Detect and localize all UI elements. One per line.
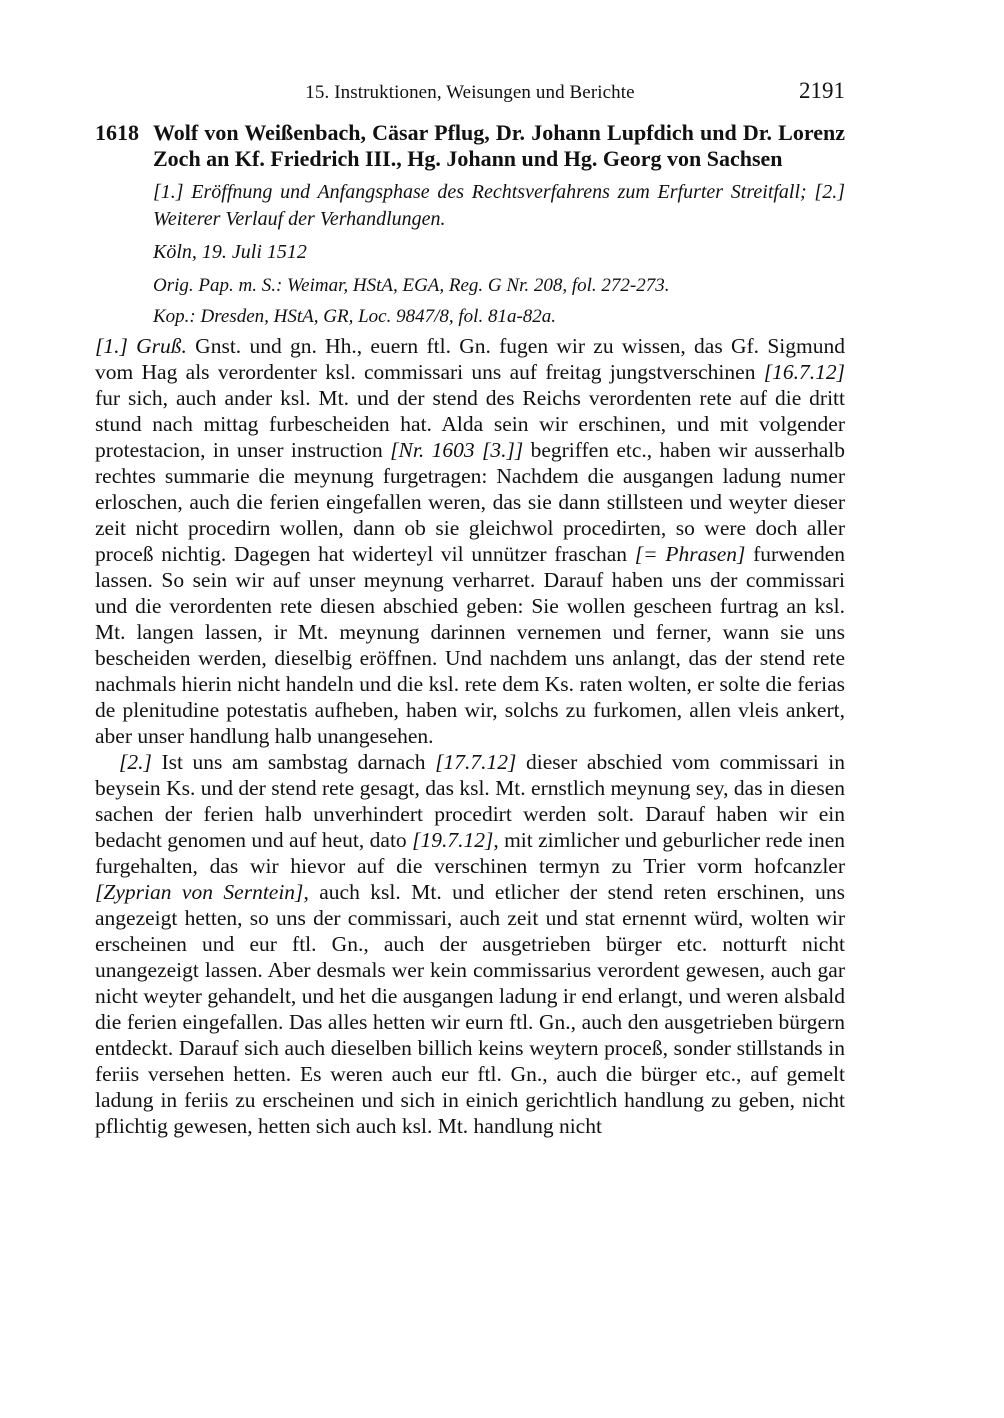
section-marker: [1.] Gruß. — [95, 334, 187, 358]
text-run: Gnst. und gn. Hh., euern ftl. Gn. fugen wir zu wissen, das Gf. Sigmund vom Hag als verordenter ksl. commissari uns auf freitag jungstverschinen — [95, 334, 845, 384]
source-copy: Kop.: Dresden, HStA, GR, Loc. 9847/8, fol. 81a-82a. — [153, 306, 557, 327]
document-title: Wolf von Weißenbach, Cäsar Pflug, Dr. Johann Lupfdich und Dr. Lorenz Zoch an Kf. Friedrich III., Hg. Johann und Hg. Georg von Sachsen — [153, 120, 845, 171]
section-marker: [2.] — [119, 750, 152, 774]
running-head-title: 15. Instruktionen, Weisungen und Berichte — [305, 82, 635, 103]
page-number: 2191 — [799, 78, 845, 103]
text-run: dieser abschied vom commissari in beysein Ks. und der stend rete gesagt, das ksl. Mt. ernstlich meynung sey, das in diesen sachen der ferien halb unverhindert procedirt werden solt. Darauf haben wir ein bedacht genomen und auf heut, dato — [95, 750, 846, 852]
text-run: , auch ksl. Mt. und etlicher der stend reten erschinen, uns angezeigt hetten, so uns der commissari, auch zeit und stat ernennt würd, wolten wir erscheinen und eur ftl. Gn., auch der ausgetrieben bürger etc. notturft nicht unangezeigt lassen. Aber desmals wer kein commissarius verordent gewesen, auch gar nicht weyter gehandelt, und het die ausgangen ladung ir end erlangt, und weren alsbald die ferien eingefallen. Das alles hetten wir eurn ftl. Gn., auch den ausgetrieben bürgern entdeckt. Darauf sich auch dieselben billich keins weytern proceß, sonder stillstands in feriis versehen hetten. Es weren auch eur ftl. Gn., auch die bürger etc., auf gemelt ladung in feriis zu erscheinen und sich in einich gerichtlich handlung zu geben, nicht pflichtig gewesen, hetten sich auch ksl. Mt. handlung nicht — [95, 880, 845, 1138]
text-run: fur sich, auch ander ksl. Mt. und der stend des Reichs verordenten rete auf die dritt stund nach mittag furbescheiden hat. Alda sein wir erschinen, und mit volgender protestacion, in unser instruction — [95, 386, 845, 462]
editorial-name: [Zyprian von Serntein] — [95, 880, 304, 904]
editorial-reference: [Nr. 1603 [3.]] — [390, 438, 524, 462]
editorial-date: [17.7.12] — [435, 750, 517, 774]
paragraph-2 — [95, 749, 845, 1139]
paragraph-1 — [95, 333, 845, 749]
document-body — [95, 333, 845, 1139]
text-run: Ist uns am sambstag darnach — [151, 750, 436, 774]
source-original: Orig. Pap. m. S.: Weimar, HStA, EGA, Reg. G Nr. 208, fol. 272-273. — [153, 275, 670, 296]
editorial-date: [16.7.12] — [763, 360, 845, 384]
document-metadata — [153, 179, 845, 330]
regest: [1.] Eröffnung und Anfangsphase des Rechtsverfahrens zum Erfurter Streitfall; [2.] Weiterer Verlauf der Verhandlungen. — [153, 181, 845, 230]
document-number: 1618 — [95, 120, 139, 145]
text-run: begriffen etc., haben wir ausserhalb rechtes summarie die meynung furgetragen: Nachdem die ausgangen ladung numer erloschen, auch die ferien eingefallen weren, das sie dann stillsteen und weyter dieser zeit nicht procedirn wollen, dann ob sie gleichwol procedirten, so were doch aller proceß nichtig. Dagegen hat widerteyl vil unnützer fraschan — [95, 438, 845, 566]
document-heading — [95, 120, 845, 172]
text-run: , mit zimlicher und geburlicher rede inen furgehalten, das wir hievor auf die verschinen termyn zu Trier vorm hofcanzler — [95, 828, 845, 878]
editorial-date: [19.7.12] — [412, 828, 494, 852]
text-run: furwenden lassen. So sein wir auf unser meynung verharret. Darauf haben uns der commissari und die verordenten rete diesen abschied geben: Sie wollen gescheen furtrag an ksl. Mt. langen lassen, ir Mt. meynung darinnen vernemen und ferner, wann sie uns bescheiden werden, dieselbig eröffnen. Und nachdem uns anlangt, das der stend rete nachmals hierin nicht handeln und die ksl. rete dem Ks. raten wolten, er solte die ferias de plenitudine potestatis aufheben, haben wir, solchs zu furkomen, allen vleis ankert, aber unser handlung halb unangesehen. — [95, 542, 846, 748]
document-page — [95, 78, 845, 1139]
document-date: Köln, 19. Juli 1512 — [153, 241, 307, 263]
running-head — [95, 78, 845, 112]
editorial-gloss: [= Phrasen] — [634, 542, 746, 566]
